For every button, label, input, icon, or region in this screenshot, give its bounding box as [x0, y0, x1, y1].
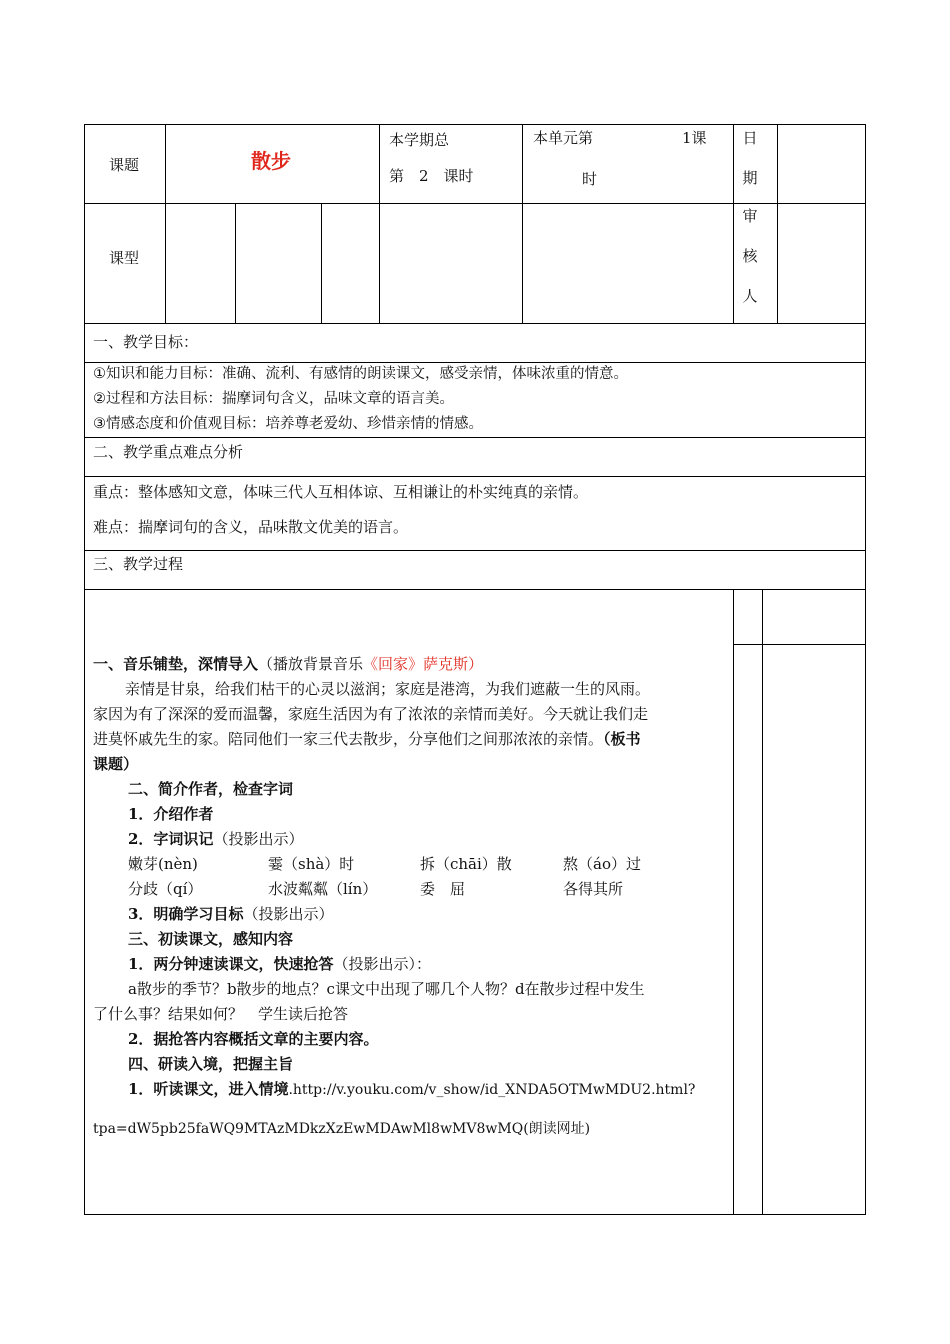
- step-objectives: [128, 905, 333, 923]
- step-label: 3．明确学习目标: [128, 905, 244, 923]
- intro-paragraph-line: 亲情是甘泉，给我们枯干的心灵以滋润；家庭是港湾，为我们遮蔽一生的风雨。: [125, 680, 651, 698]
- table-border-bottom: [84, 1214, 866, 1215]
- unit-label: 本单元第: [533, 129, 594, 147]
- step-summarize: 2．据抢答内容概括文章的主要内容。: [128, 1030, 379, 1048]
- reading-url: .http://v.youku.com/v_show/id_XNDA5OTMwMDU2.html?: [288, 1082, 696, 1098]
- key-points-heading: 二、教学重点难点分析: [93, 443, 244, 461]
- step-note: （投影出示）：: [333, 955, 431, 973]
- col-divider: [733, 124, 734, 324]
- section-2-title: 二、简介作者，检查字词: [128, 780, 294, 798]
- date-label: [740, 118, 760, 198]
- side-divider: [733, 644, 866, 645]
- vocab-word: 水波粼粼（lín）: [268, 880, 378, 898]
- difficult-point: 难点：揣摩词句的含义，品味散文优美的语言。: [93, 518, 409, 536]
- table-border-right: [865, 124, 866, 1215]
- section-3-title: 三、初读课文，感知内容: [128, 930, 294, 948]
- step-listen: [128, 1080, 695, 1099]
- row-divider: [84, 589, 866, 590]
- question-line: a散步的季节？b散步的地点？c课文中出现了哪几个人物？d在散步过程中发生: [128, 980, 645, 998]
- table-border-left: [84, 124, 85, 1215]
- date-char: 期: [742, 169, 758, 187]
- vocab-word: 嫩芽(nèn): [128, 855, 198, 873]
- review-char: 核: [742, 247, 758, 265]
- step-note: （投影出示）: [213, 830, 304, 848]
- section-1-heading: [93, 655, 483, 673]
- review-char: 人: [742, 287, 758, 305]
- question-line: 了什么事？结果如何？ 学生读后抢答: [93, 1005, 349, 1023]
- date-char: 日: [742, 129, 758, 147]
- music-title: 《回家》萨克斯）: [363, 655, 484, 673]
- term-total-label: 本学期总: [389, 131, 450, 149]
- objectives-heading: 一、教学目标：: [93, 333, 199, 351]
- reviewer-label: [740, 196, 760, 316]
- row-divider: [84, 437, 866, 438]
- vocab-word: 熬（áo）过: [563, 855, 641, 873]
- step-label: 2．字词识记: [128, 830, 214, 848]
- type-label: 课型: [109, 249, 140, 267]
- row-divider: [84, 476, 866, 477]
- course-label: 课题: [109, 156, 140, 174]
- section-4-title: 四、研读入境，把握主旨: [128, 1055, 294, 1073]
- board-note: （板书: [603, 730, 641, 748]
- row-divider: [84, 323, 866, 324]
- vocab-word: 拆（chāi）散: [420, 855, 512, 873]
- step-label: 1．两分钟速读课文，快速抢答: [128, 955, 334, 973]
- side-col-divider: [733, 589, 734, 1215]
- vocab-word: 各得其所: [563, 880, 624, 898]
- process-heading: 三、教学过程: [93, 555, 184, 573]
- vocab-word: 霎（shà）时: [268, 855, 355, 873]
- intro-paragraph-line: 家因为有了深深的爱而温馨，家庭生活因为有了浓浓的亲情而美好。今天就让我们走: [93, 705, 649, 723]
- intro-paragraph-line: [93, 730, 641, 748]
- vocab-word: 分歧（qí）: [128, 880, 203, 898]
- intro-text: 进莫怀戚先生的家。陪同他们一家三代去散步，分享他们之间那浓浓的亲情。: [93, 730, 604, 748]
- objective-item: ②过程和方法目标：揣摩词句含义，品味文章的语言美。: [93, 391, 454, 407]
- key-point: 重点：整体感知文意，体味三代人互相体谅、互相谦让的朴实纯真的亲情。: [93, 483, 589, 501]
- objective-item: ①知识和能力目标：准确、流利、有感情的朗读课文，感受亲情，体味浓重的情意。: [93, 366, 628, 382]
- step-vocabulary: [128, 830, 303, 848]
- section-1-title: 一、音乐铺垫，深情导入: [93, 655, 259, 673]
- objective-item: ③情感态度和价值观目标：培养尊老爱幼、珍惜亲情的情感。: [93, 416, 483, 432]
- step-speed-read: [128, 955, 431, 973]
- col-divider: [321, 203, 322, 324]
- reading-url-continued: tpa=dW5pb25faWQ9MTAzMDkzXzEwMDAwMl8wMV8wMQ(朗读网址): [93, 1121, 591, 1137]
- lesson-number: 第 2 课时: [389, 167, 474, 185]
- side-col-divider: [762, 589, 763, 1215]
- vocab-word: 委 屈: [420, 880, 466, 898]
- music-note: （播放背景音乐: [258, 655, 364, 673]
- col-divider: [235, 203, 236, 324]
- col-divider: [379, 124, 380, 324]
- unit-lesson-number: 1课: [682, 129, 707, 147]
- step-note: （投影出示）: [243, 905, 334, 923]
- unit-lesson-suffix: 时: [582, 170, 598, 188]
- course-title: 散步: [251, 149, 291, 173]
- col-divider: [165, 124, 166, 324]
- row-divider: [84, 362, 866, 363]
- board-note-end: 课题）: [93, 755, 139, 773]
- row-divider: [84, 550, 866, 551]
- col-divider: [522, 124, 523, 324]
- review-char: 审: [742, 207, 758, 225]
- step-introduce-author: 1．介绍作者: [128, 805, 214, 823]
- step-label: 1．听读课文，进入情境: [128, 1080, 289, 1098]
- col-divider: [777, 124, 778, 324]
